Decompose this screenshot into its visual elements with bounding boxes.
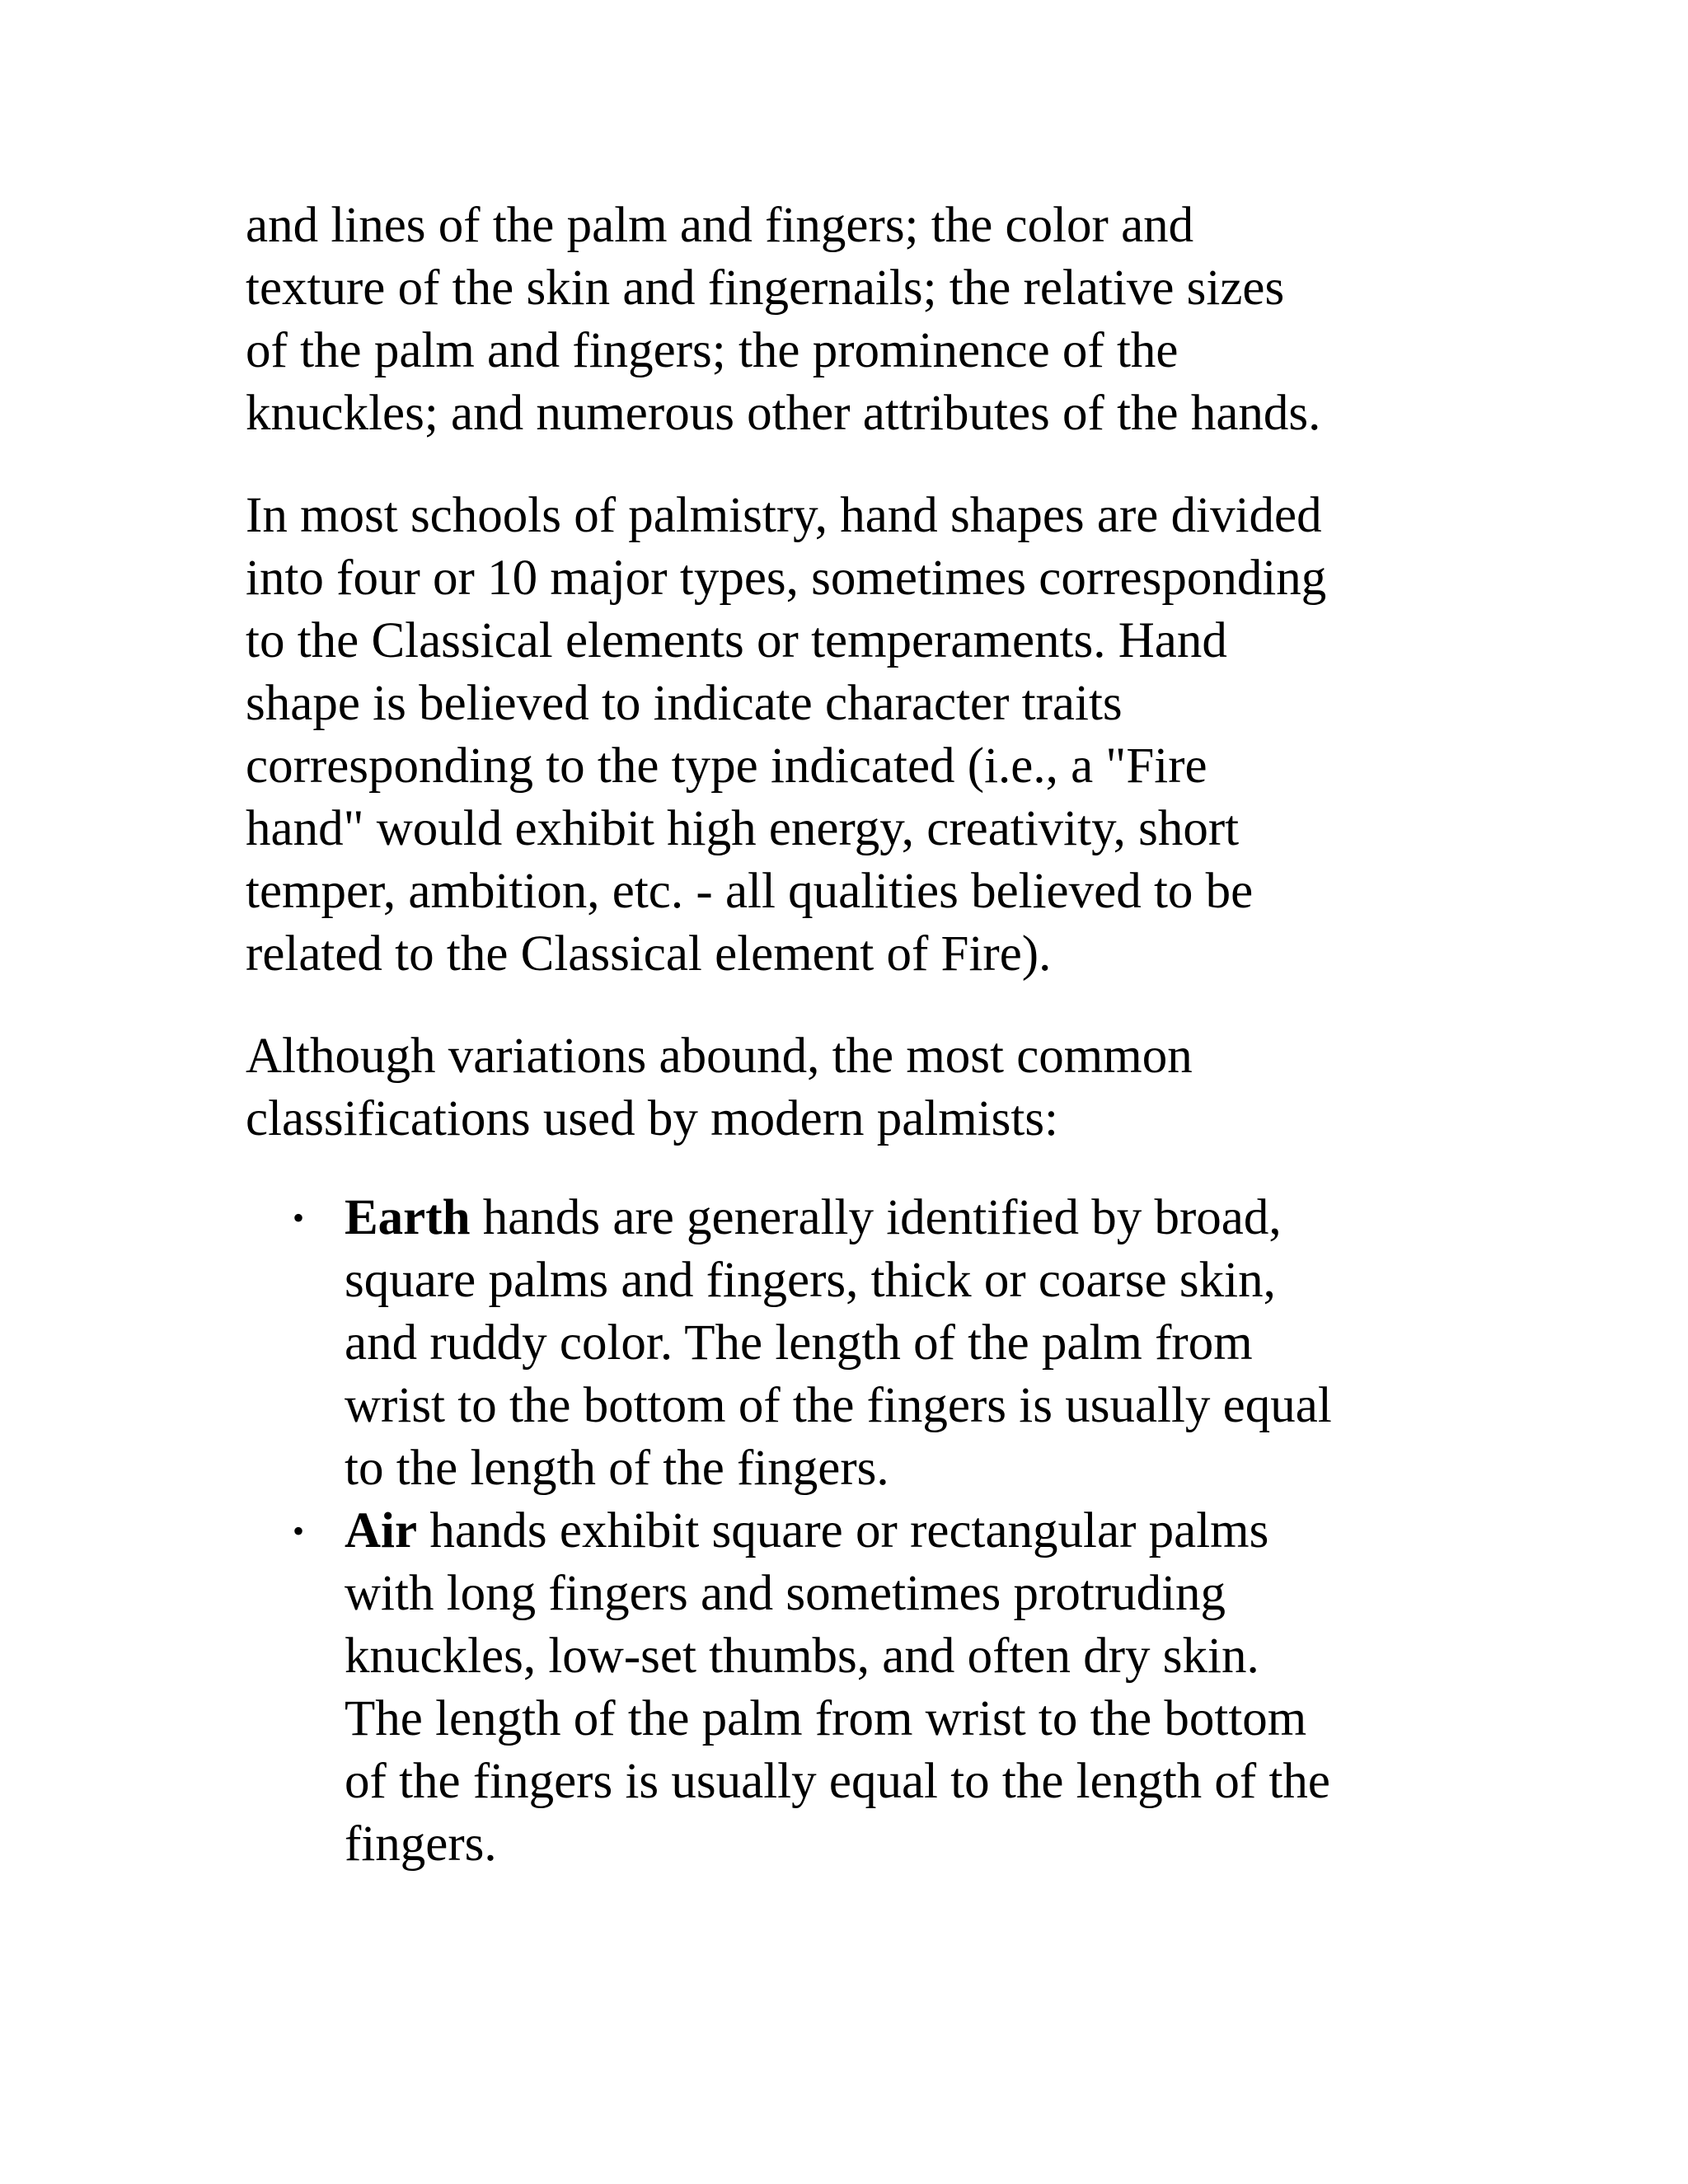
text-line: into four or 10 major types, sometimes corresponding: [246, 551, 1327, 606]
text-line: [345, 1187, 1449, 1249]
text-line: with long fingers and sometimes protruding: [345, 1566, 1226, 1621]
text-line: hand" would exhibit high energy, creativity, short: [246, 801, 1240, 856]
term-earth: Earth: [345, 1190, 471, 1245]
text-line: classifications used by modern palmists:: [246, 1091, 1059, 1146]
text-line: square palms and fingers, thick or coarse skin,: [345, 1253, 1276, 1308]
paragraph-hand-attributes: [246, 194, 1449, 445]
text-line: fingers.: [345, 1816, 497, 1872]
list-item-earth: [246, 1187, 1449, 1500]
bullet-icon: •: [293, 1512, 305, 1549]
text-line: Although variations abound, the most common: [246, 1029, 1193, 1084]
text-line: The length of the palm from wrist to the bottom: [345, 1691, 1307, 1746]
list-item-air: [246, 1500, 1449, 1876]
term-air: Air: [345, 1503, 418, 1558]
text-line: to the Classical elements or temperaments. Hand: [246, 613, 1227, 668]
text-line: related to the Classical element of Fire).: [246, 926, 1052, 982]
text-line: texture of the skin and fingernails; the relative sizes: [246, 260, 1285, 316]
text-line: to the length of the fingers.: [345, 1441, 889, 1496]
text-line: and ruddy color. The length of the palm from: [345, 1315, 1253, 1371]
text-line: knuckles; and numerous other attributes of the hands.: [246, 386, 1321, 441]
text-line: of the fingers is usually equal to the length of the: [345, 1754, 1330, 1809]
hand-types-list: [246, 1187, 1449, 1876]
text-line: corresponding to the type indicated (i.e., a "Fire: [246, 738, 1207, 794]
text-line: wrist to the bottom of the fingers is usually equal: [345, 1378, 1332, 1433]
text-line: of the palm and fingers; the prominence of the: [246, 323, 1179, 378]
text-line: and lines of the palm and fingers; the color and: [246, 198, 1194, 253]
item-first-line: hands exhibit square or rectangular palms: [417, 1503, 1269, 1558]
paragraph-classifications-intro: [246, 1025, 1449, 1151]
bullet-icon: •: [293, 1199, 305, 1236]
text-line: [345, 1500, 1449, 1563]
item-first-line: hands are generally identified by broad,: [470, 1190, 1282, 1245]
text-line: temper, ambition, etc. - all qualities believed to be: [246, 864, 1254, 919]
paragraph-hand-shapes: [246, 485, 1449, 986]
text-line: shape is believed to indicate character traits: [246, 676, 1123, 731]
text-line: knuckles, low-set thumbs, and often dry skin.: [345, 1629, 1259, 1684]
text-line: In most schools of palmistry, hand shapes are divided: [246, 488, 1322, 543]
